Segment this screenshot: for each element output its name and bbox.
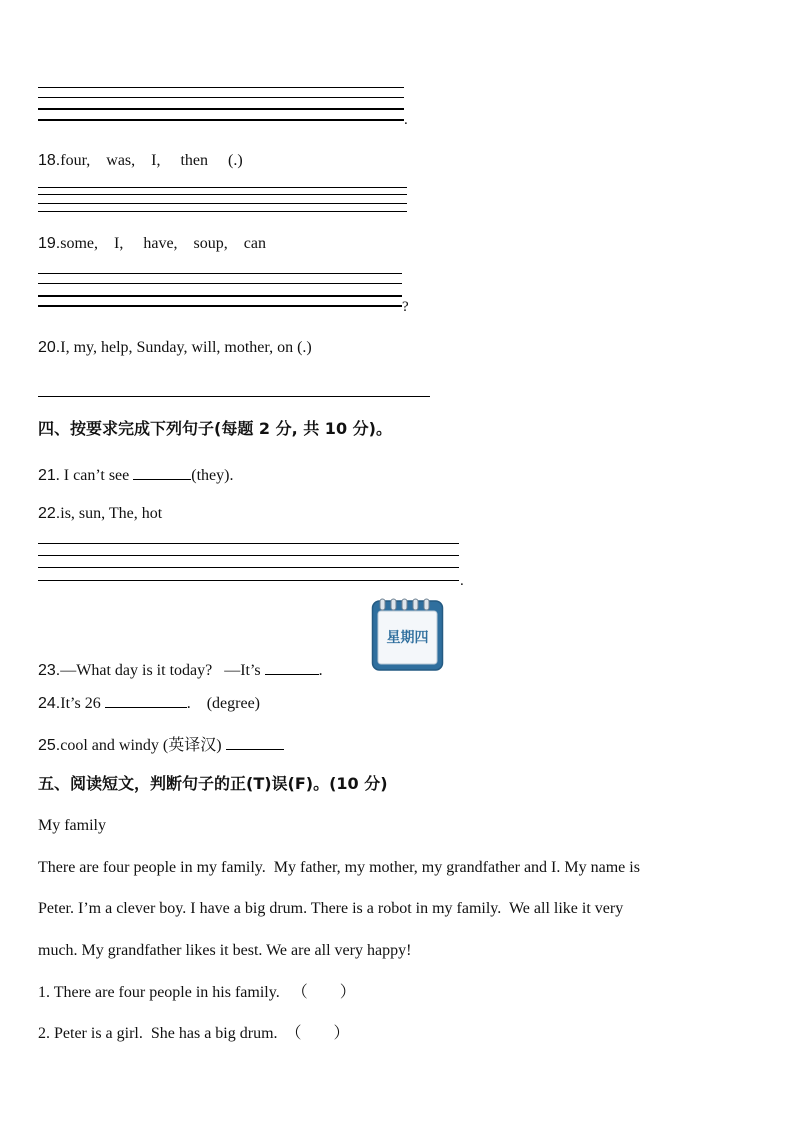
answer-line: [38, 396, 430, 397]
fill-blank[interactable]: [265, 658, 319, 675]
answer-line: [38, 567, 459, 568]
judge-item-1: 1. There are four people in his family. （ ）: [38, 984, 356, 1001]
answer-line: [38, 295, 402, 297]
fill-blank[interactable]: [105, 691, 187, 708]
answer-line: [38, 187, 407, 188]
question-text: . I can’t see: [55, 467, 134, 484]
scrambled-words: is, sun, The, hot: [60, 505, 163, 522]
question-number: 19.: [38, 235, 61, 252]
scrambled-words: some, I, have, soup, can: [60, 235, 266, 252]
question-text: cool and windy (英译汉): [60, 737, 226, 754]
answer-line: [38, 580, 459, 581]
section-5-heading: 五、阅读短文，判断句子的正(T)误(F)。(10 分): [38, 774, 388, 793]
question-number: 22.: [38, 505, 61, 522]
question-number: 25.: [38, 737, 61, 754]
answer-line: [38, 194, 407, 195]
answer-line: [38, 555, 459, 556]
answer-line: [38, 119, 404, 121]
passage-line: There are four people in my family. My father, my mother, my grandfather and I. My name is: [38, 859, 640, 876]
question-18: [38, 151, 243, 171]
end-punctuation: .: [318, 662, 323, 679]
answer-line: [38, 203, 407, 204]
fill-blank[interactable]: [133, 463, 191, 480]
question-hint: (they).: [191, 467, 234, 484]
scrambled-words: I, my, help, Sunday, will, mother, on (.): [60, 339, 312, 356]
question-23: [38, 658, 323, 681]
question-21: [38, 463, 233, 486]
answer-line: [38, 108, 404, 110]
question-number: 21: [38, 467, 56, 484]
section-4-heading: 四、按要求完成下列句子(每题 2 分, 共 10 分)。: [38, 419, 392, 438]
question-20: [38, 338, 312, 358]
answer-line: [38, 211, 407, 212]
calendar-label: 星期四: [386, 630, 429, 646]
answer-line: [38, 543, 459, 544]
passage-title: My family: [38, 817, 106, 834]
calendar-icon: [371, 598, 444, 672]
question-19: [38, 234, 266, 254]
fill-blank[interactable]: [226, 733, 284, 750]
end-punctuation: .: [404, 112, 408, 128]
judge-item-2: 2. Peter is a girl. She has a big drum. （ ）: [38, 1025, 350, 1042]
question-number: 23.: [38, 662, 61, 679]
question-24: [38, 691, 260, 714]
scrambled-words: four, was, I, then (.): [60, 152, 243, 169]
question-text: —What day is it today? —It’s: [60, 662, 265, 679]
question-number: 24.: [38, 695, 61, 712]
question-number: 18.: [38, 152, 61, 169]
answer-line: [38, 283, 402, 284]
end-punctuation: .: [460, 573, 464, 589]
end-punctuation: ?: [402, 299, 409, 315]
question-text: It’s 26: [60, 695, 105, 712]
question-25: [38, 733, 284, 756]
question-hint: . (degree): [186, 695, 260, 712]
passage-line: Peter. I’m a clever boy. I have a big drum. There is a robot in my family. We all like it very: [38, 900, 624, 917]
answer-line: [38, 87, 404, 88]
answer-line: [38, 305, 402, 307]
answer-line: [38, 97, 404, 98]
passage-line: much. My grandfather likes it best. We are all very happy!: [38, 942, 412, 959]
question-22: [38, 504, 162, 524]
answer-line: [38, 273, 402, 274]
question-number: 20.: [38, 339, 61, 356]
